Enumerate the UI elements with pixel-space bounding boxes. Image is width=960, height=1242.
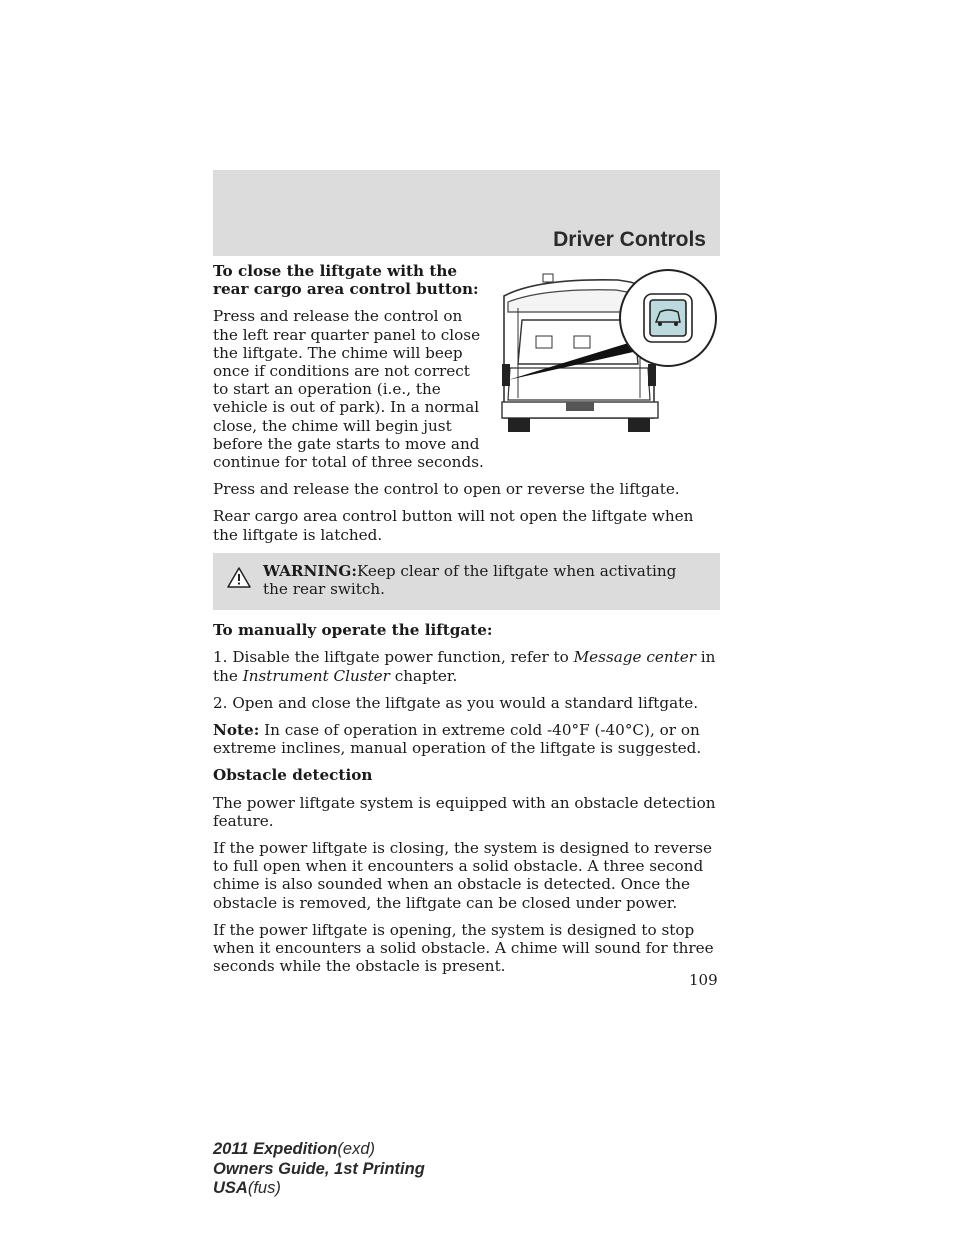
- warning-text: Keep clear of the liftgate when activating the rear switch.: [263, 561, 677, 599]
- manual-step-2: 2. Open and close the liftgate as you would a standard liftgate.: [213, 693, 699, 712]
- obstacle-paragraph-3: If the power liftgate is opening, the system is designed to stop when it encounters a solid obstacle. A chime will sound for three seconds while the obstacle is present.: [213, 920, 714, 976]
- footer-market: USA: [213, 1179, 248, 1197]
- section-title: Driver Controls: [553, 228, 706, 251]
- warning-triangle-icon: [227, 567, 251, 588]
- footer-line-2: [213, 1160, 425, 1180]
- section-header: [213, 170, 720, 256]
- print-footer: [213, 1140, 425, 1199]
- latched-paragraph: Rear cargo area control button will not open the liftgate when the liftgate is latched.: [213, 507, 694, 544]
- liftgate-switch-illustration: [488, 268, 720, 446]
- footer-line-1: [213, 1140, 425, 1160]
- note-label: Note:: [213, 721, 260, 740]
- obstacle-detection-heading: Obstacle detection: [213, 766, 373, 785]
- intro-text: [213, 262, 485, 480]
- open-reverse-paragraph: Press and release the control to open or reverse the liftgate.: [213, 480, 680, 499]
- step1-prefix: 1. Disable the liftgate power function, refer to: [213, 648, 574, 667]
- footer-model-code: (exd): [337, 1140, 375, 1158]
- warning-label: WARNING:: [263, 561, 357, 580]
- page-content: [213, 262, 720, 985]
- manual-step-1: [213, 648, 720, 684]
- note-text: In case of operation in extreme cold -40°F (-40°C), or on extreme inclines, manual operation of the liftgate is suggested.: [213, 721, 702, 758]
- footer-printing: Owners Guide, 1st Printing: [213, 1159, 425, 1178]
- footer-line-3: [213, 1179, 425, 1199]
- intro-block: [213, 262, 720, 480]
- close-liftgate-heading: To close the liftgate with the rear cargo area control button:: [213, 262, 479, 299]
- page-number: 109: [689, 971, 718, 989]
- obstacle-paragraph-2: If the power liftgate is closing, the system is designed to reverse to full open when it encounters a solid obstacle. A three second chime is also sounded when an obstacle is detected. Once the obstacle is removed, the liftgate can be closed under power.: [213, 839, 713, 912]
- footer-market-code: (fus): [247, 1179, 281, 1197]
- step1-suffix: chapter.: [389, 666, 458, 685]
- cold-note: [213, 721, 720, 757]
- footer-model: 2011 Expedition: [213, 1140, 338, 1158]
- message-center-ref: Message center: [573, 648, 696, 667]
- warning-box: [213, 553, 720, 610]
- manual-operate-heading: To manually operate the liftgate:: [213, 621, 493, 640]
- instrument-cluster-ref: Instrument Cluster: [242, 666, 390, 685]
- obstacle-paragraph-1: The power liftgate system is equipped with an obstacle detection feature.: [213, 793, 716, 830]
- close-liftgate-body: Press and release the control on the left rear quarter panel to close the liftgate. The chime will beep once if conditions are not correct to start an operation (i.e., the vehicle is out of park). In a normal close, the chime will begin just before the gate starts to move and continue for total of three seconds.: [213, 307, 484, 472]
- step1-mid: in the: [213, 648, 716, 685]
